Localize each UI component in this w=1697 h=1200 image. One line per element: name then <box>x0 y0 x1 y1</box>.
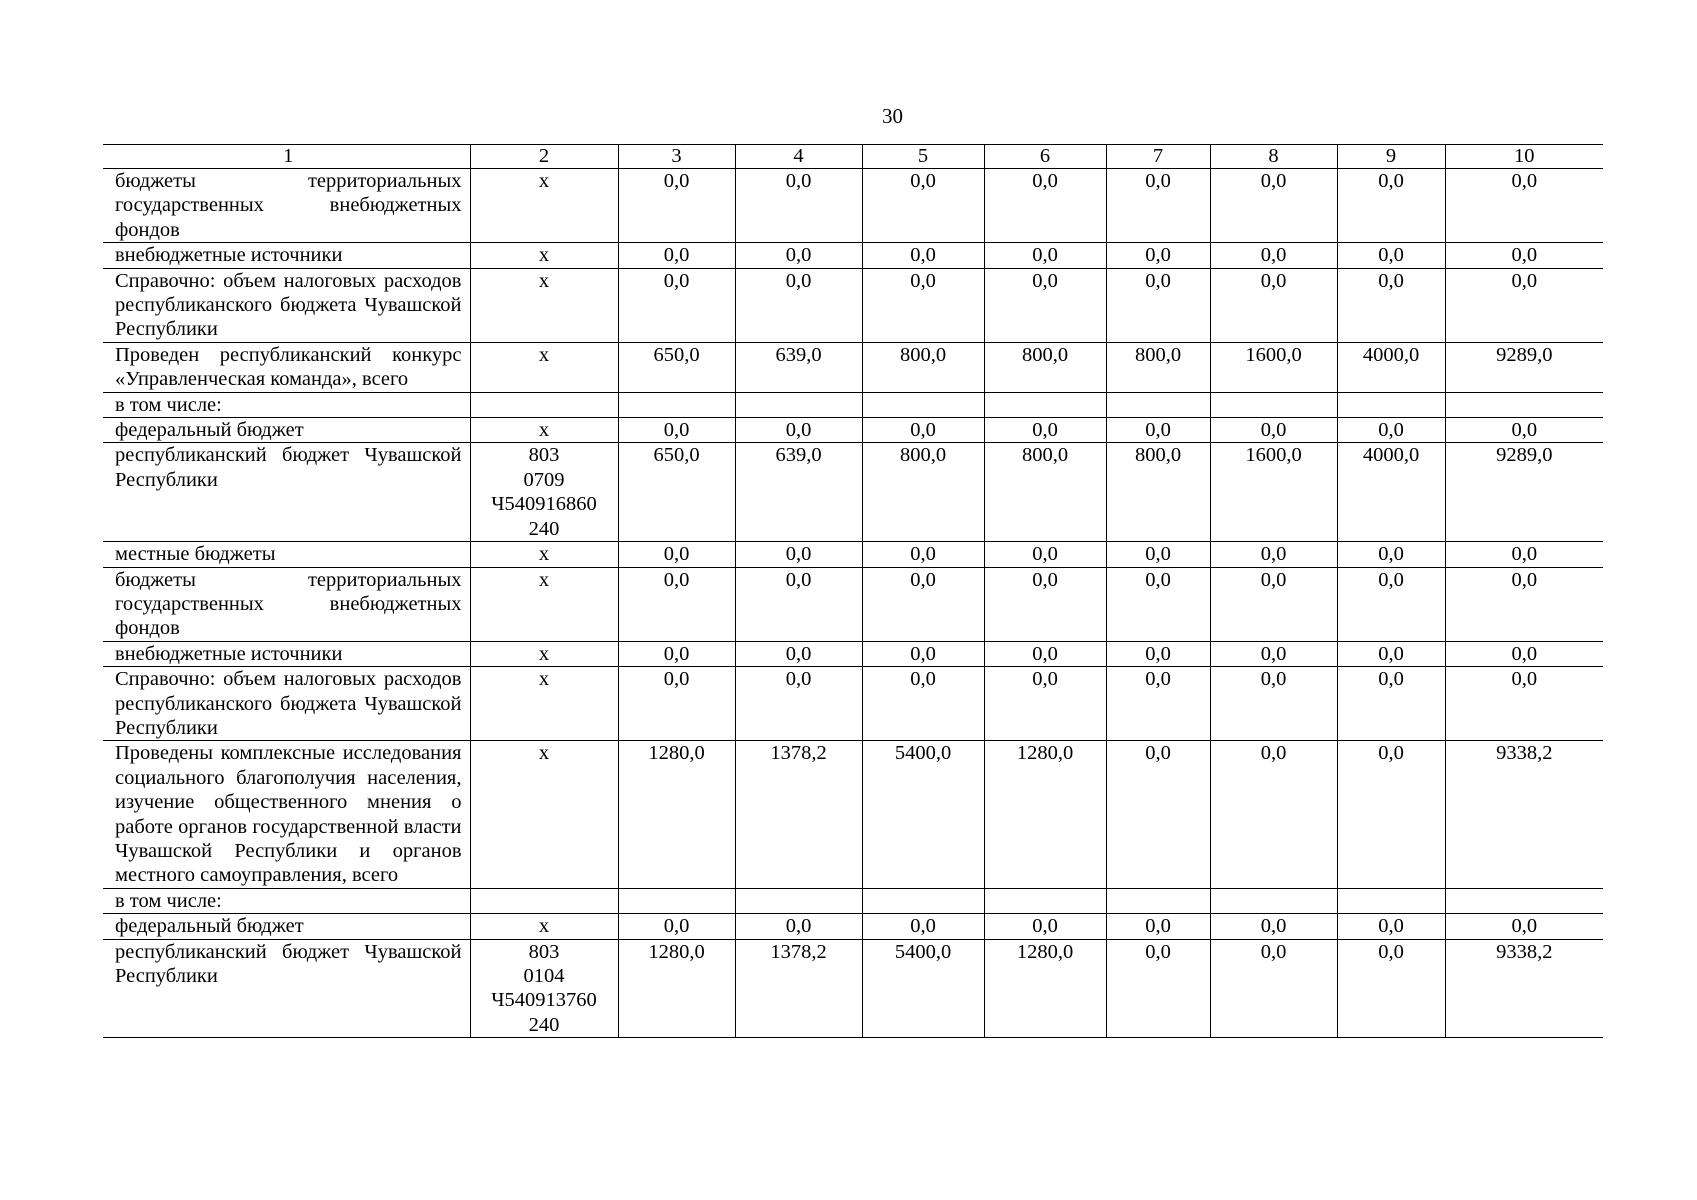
budget-code-line: Ч540916860 <box>491 493 597 516</box>
value-cell: 0,0 <box>1337 243 1445 268</box>
value-cell: 0,0 <box>862 268 984 342</box>
budget-code-cell <box>470 939 618 1038</box>
value-cell: 0,0 <box>1210 169 1337 243</box>
value-cell <box>1445 888 1603 913</box>
value-cell: 0,0 <box>1210 641 1337 666</box>
value-cell: 0,0 <box>1337 914 1445 939</box>
value-cell: 0,0 <box>1106 667 1210 741</box>
value-cell: 0,0 <box>618 268 735 342</box>
value-cell <box>735 392 862 417</box>
column-number-header: 1 <box>103 145 470 169</box>
value-cell: 0,0 <box>984 418 1106 443</box>
page-number: 30 <box>882 104 903 128</box>
budget-code-line: х <box>538 568 550 591</box>
budget-code-line: х <box>538 543 550 566</box>
budget-code-line: х <box>538 915 550 938</box>
table-row <box>103 667 1603 741</box>
value-cell: 0,0 <box>862 914 984 939</box>
value-cell: 4000,0 <box>1337 443 1445 542</box>
table-row <box>103 342 1603 392</box>
value-cell: 1378,2 <box>735 741 862 888</box>
value-cell <box>1445 392 1603 417</box>
column-number-header: 6 <box>984 145 1106 169</box>
budget-code-line: х <box>538 419 550 442</box>
value-cell: 5400,0 <box>862 939 984 1038</box>
value-cell: 0,0 <box>1337 741 1445 888</box>
value-cell: 0,0 <box>735 243 862 268</box>
value-cell: 0,0 <box>1445 914 1603 939</box>
value-cell: 800,0 <box>984 342 1106 392</box>
value-cell: 0,0 <box>1445 667 1603 741</box>
budget-code-line: 0104 <box>523 965 565 987</box>
budget-code-line: 0709 <box>523 468 565 491</box>
value-cell: 0,0 <box>1445 268 1603 342</box>
value-cell: 0,0 <box>618 914 735 939</box>
value-cell: 0,0 <box>1106 567 1210 641</box>
row-label: местные бюджеты <box>103 542 470 567</box>
table-row <box>103 914 1603 939</box>
budget-code-line: х <box>538 642 550 665</box>
budget-code-cell <box>470 667 618 741</box>
value-cell: 0,0 <box>1210 741 1337 888</box>
budget-code-cell <box>470 567 618 641</box>
value-cell: 650,0 <box>618 443 735 542</box>
budget-code-cell <box>470 641 618 666</box>
budget-code-line: х <box>538 170 550 192</box>
row-label: республиканский бюджет Чувашской Республики <box>103 443 470 542</box>
value-cell: 0,0 <box>1106 741 1210 888</box>
budget-code-line: х <box>538 668 550 691</box>
row-label: федеральный бюджет <box>103 914 470 939</box>
budget-code-line: х <box>538 244 550 267</box>
value-cell <box>618 392 735 417</box>
value-cell: 0,0 <box>618 667 735 741</box>
row-label: в том числе: <box>103 888 470 913</box>
value-cell: 0,0 <box>1210 914 1337 939</box>
value-cell: 0,0 <box>1337 641 1445 666</box>
value-cell <box>735 888 862 913</box>
value-cell: 0,0 <box>618 542 735 567</box>
value-cell: 1378,2 <box>735 939 862 1038</box>
budget-table <box>103 144 1603 1038</box>
value-cell: 0,0 <box>1210 667 1337 741</box>
value-cell: 0,0 <box>1106 914 1210 939</box>
budget-code-line: Ч540913760 <box>491 989 597 1012</box>
value-cell: 9338,2 <box>1445 939 1603 1038</box>
value-cell: 0,0 <box>984 641 1106 666</box>
value-cell: 0,0 <box>735 268 862 342</box>
value-cell: 1600,0 <box>1210 342 1337 392</box>
value-cell: 1280,0 <box>984 741 1106 888</box>
value-cell: 0,0 <box>735 914 862 939</box>
row-label: внебюджетные источники <box>103 641 470 666</box>
budget-code-cell <box>470 243 618 268</box>
value-cell: 0,0 <box>984 243 1106 268</box>
value-cell: 0,0 <box>984 169 1106 243</box>
table-row <box>103 268 1603 342</box>
table-row <box>103 542 1603 567</box>
value-cell: 0,0 <box>618 418 735 443</box>
budget-code-line: 240 <box>528 1013 560 1036</box>
value-cell: 0,0 <box>735 169 862 243</box>
value-cell: 0,0 <box>862 169 984 243</box>
value-cell: 0,0 <box>618 243 735 268</box>
value-cell: 0,0 <box>862 243 984 268</box>
value-cell <box>1106 888 1210 913</box>
column-number-header: 9 <box>1337 145 1445 169</box>
value-cell: 5400,0 <box>862 741 984 888</box>
value-cell: 0,0 <box>1337 939 1445 1038</box>
value-cell: 0,0 <box>1445 542 1603 567</box>
row-label: бюджеты территориальных государственных внебюджетных фондов <box>103 567 470 641</box>
value-cell: 0,0 <box>1337 418 1445 443</box>
value-cell <box>1106 392 1210 417</box>
value-cell <box>1337 888 1445 913</box>
table-row <box>103 418 1603 443</box>
value-cell: 0,0 <box>984 567 1106 641</box>
value-cell: 800,0 <box>862 443 984 542</box>
column-number-header: 3 <box>618 145 735 169</box>
value-cell: 0,0 <box>1210 243 1337 268</box>
value-cell: 0,0 <box>862 667 984 741</box>
value-cell: 0,0 <box>1445 243 1603 268</box>
value-cell <box>1210 392 1337 417</box>
table-row <box>103 641 1603 666</box>
value-cell: 1600,0 <box>1210 443 1337 542</box>
table-row <box>103 888 1603 913</box>
row-label: Проведены комплексные исследования социального благополучия населения, изучение общественного мнения о работе органов государственной власти Чувашской Республики и органов местного самоуправления, всего <box>103 741 470 888</box>
value-cell <box>1210 888 1337 913</box>
value-cell: 650,0 <box>618 342 735 392</box>
value-cell: 800,0 <box>1106 342 1210 392</box>
value-cell <box>984 392 1106 417</box>
table-row <box>103 443 1603 542</box>
value-cell: 0,0 <box>735 542 862 567</box>
column-number-header: 10 <box>1445 145 1603 169</box>
row-label: в том числе: <box>103 392 470 417</box>
row-label: Справочно: объем налоговых расходов республиканского бюджета Чувашской Республики <box>103 268 470 342</box>
value-cell: 0,0 <box>735 567 862 641</box>
column-number-header: 8 <box>1210 145 1337 169</box>
value-cell: 0,0 <box>984 542 1106 567</box>
value-cell: 0,0 <box>618 567 735 641</box>
column-number-header: 4 <box>735 145 862 169</box>
value-cell: 0,0 <box>1337 667 1445 741</box>
value-cell: 0,0 <box>1106 418 1210 443</box>
value-cell: 0,0 <box>1445 567 1603 641</box>
value-cell: 9289,0 <box>1445 342 1603 392</box>
value-cell: 0,0 <box>618 169 735 243</box>
value-cell: 0,0 <box>1445 418 1603 443</box>
value-cell: 0,0 <box>735 667 862 741</box>
value-cell: 0,0 <box>862 542 984 567</box>
value-cell: 0,0 <box>1210 418 1337 443</box>
value-cell: 0,0 <box>1106 542 1210 567</box>
value-cell: 0,0 <box>984 914 1106 939</box>
header-row <box>103 145 1603 169</box>
table-row <box>103 741 1603 888</box>
value-cell: 0,0 <box>1210 939 1337 1038</box>
table-row <box>103 243 1603 268</box>
row-label: бюджеты территориальных государственных внебюджетных фондов <box>103 169 470 243</box>
row-label: республиканский бюджет Чувашской Республики <box>103 939 470 1038</box>
value-cell <box>618 888 735 913</box>
value-cell: 0,0 <box>1106 268 1210 342</box>
budget-code-line: х <box>538 269 550 292</box>
value-cell <box>862 888 984 913</box>
value-cell: 0,0 <box>1445 641 1603 666</box>
value-cell: 9338,2 <box>1445 741 1603 888</box>
value-cell <box>1337 392 1445 417</box>
budget-code-cell <box>470 268 618 342</box>
value-cell: 800,0 <box>862 342 984 392</box>
column-number-header: 2 <box>470 145 618 169</box>
value-cell: 0,0 <box>618 641 735 666</box>
value-cell: 0,0 <box>984 667 1106 741</box>
value-cell: 1280,0 <box>618 939 735 1038</box>
value-cell: 0,0 <box>1106 169 1210 243</box>
value-cell: 0,0 <box>735 418 862 443</box>
value-cell: 0,0 <box>1210 268 1337 342</box>
value-cell: 0,0 <box>984 268 1106 342</box>
budget-code-line: 240 <box>528 517 560 540</box>
column-number-header: 5 <box>862 145 984 169</box>
value-cell: 0,0 <box>1106 939 1210 1038</box>
budget-code-cell <box>470 169 618 243</box>
budget-code-cell <box>470 741 618 888</box>
table-row <box>103 392 1603 417</box>
value-cell: 1280,0 <box>618 741 735 888</box>
value-cell: 0,0 <box>735 641 862 666</box>
row-label: внебюджетные источники <box>103 243 470 268</box>
value-cell: 800,0 <box>984 443 1106 542</box>
row-label: Справочно: объем налоговых расходов республиканского бюджета Чувашской Республики <box>103 667 470 741</box>
value-cell: 9289,0 <box>1445 443 1603 542</box>
budget-code-cell <box>470 418 618 443</box>
value-cell: 0,0 <box>862 418 984 443</box>
value-cell: 1280,0 <box>984 939 1106 1038</box>
value-cell: 639,0 <box>735 342 862 392</box>
budget-code-cell <box>470 888 618 913</box>
value-cell: 0,0 <box>1337 169 1445 243</box>
value-cell: 0,0 <box>1337 567 1445 641</box>
value-cell: 0,0 <box>1337 268 1445 342</box>
budget-code-line: 803 <box>528 940 560 963</box>
budget-code-cell <box>470 342 618 392</box>
value-cell: 0,0 <box>862 641 984 666</box>
value-cell <box>862 392 984 417</box>
row-label: Проведен республиканский конкурс «Управленческая команда», всего <box>103 342 470 392</box>
value-cell: 0,0 <box>1210 542 1337 567</box>
value-cell: 800,0 <box>1106 443 1210 542</box>
value-cell: 0,0 <box>1106 641 1210 666</box>
budget-code-cell <box>470 914 618 939</box>
budget-code-cell <box>470 443 618 542</box>
value-cell: 0,0 <box>1337 542 1445 567</box>
budget-code-cell <box>470 542 618 567</box>
value-cell: 0,0 <box>1445 169 1603 243</box>
value-cell: 4000,0 <box>1337 342 1445 392</box>
value-cell: 0,0 <box>1210 567 1337 641</box>
table-row <box>103 939 1603 1038</box>
budget-code-line: х <box>538 742 550 765</box>
value-cell: 0,0 <box>862 567 984 641</box>
column-number-header: 7 <box>1106 145 1210 169</box>
table-row <box>103 567 1603 641</box>
row-label: федеральный бюджет <box>103 418 470 443</box>
table-row <box>103 169 1603 243</box>
value-cell <box>984 888 1106 913</box>
value-cell: 639,0 <box>735 443 862 542</box>
budget-code-cell <box>470 392 618 417</box>
value-cell: 0,0 <box>1106 243 1210 268</box>
budget-code-line: х <box>538 343 550 366</box>
budget-code-line: 803 <box>528 444 560 467</box>
